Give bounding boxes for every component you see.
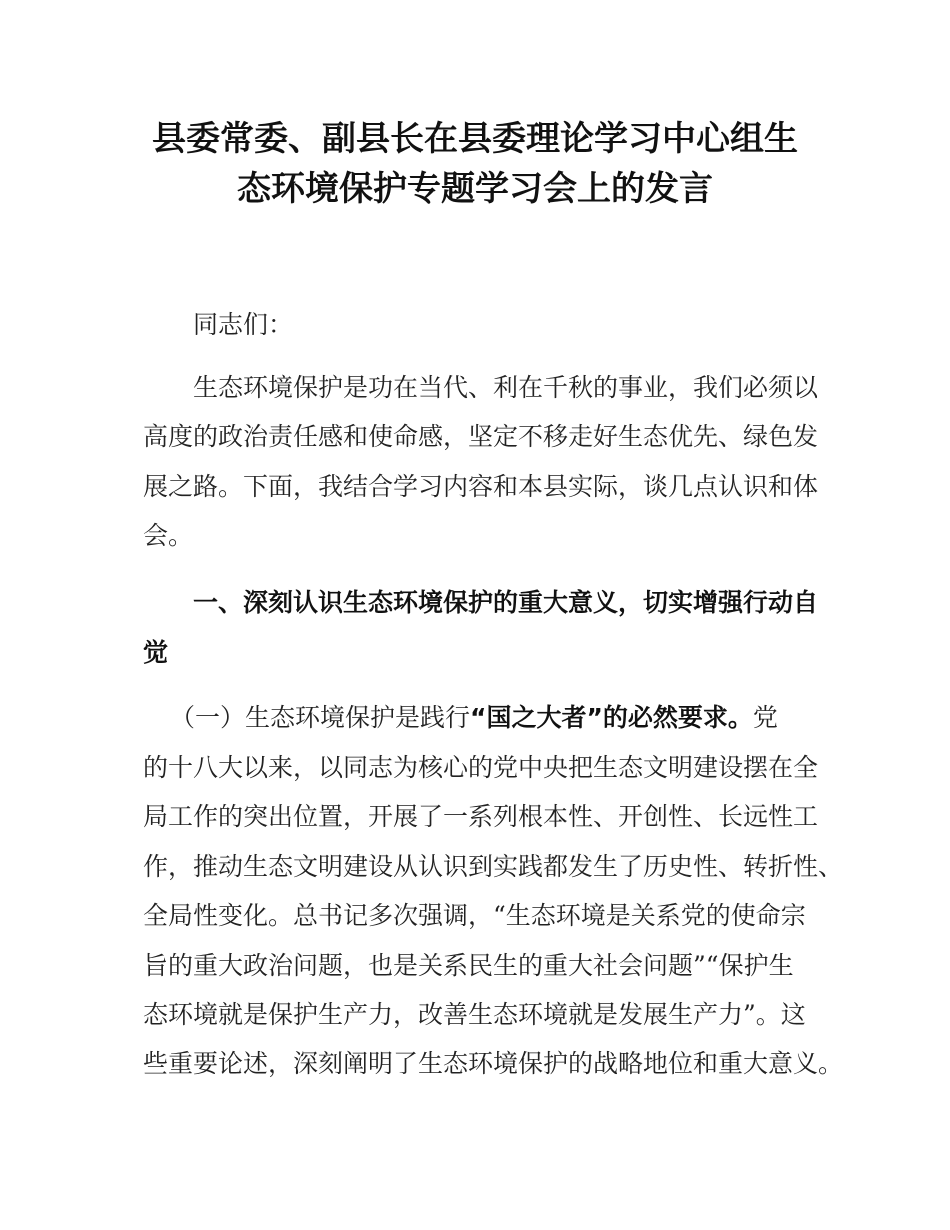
intro-line: 展之路。下面，我结合学习内容和本县实际，谈几点认识和体	[143, 472, 819, 501]
paragraph-line: 态环境就是保护生产力，改善生态环境就是发展生产力”。这	[143, 1000, 806, 1029]
subsection-heading-bold: “国之大者”的必然要求。	[470, 703, 753, 732]
subsection-first-line-tail: 党	[752, 703, 778, 732]
salutation: 同志们：	[193, 310, 294, 339]
subsection-first-line	[170, 701, 810, 735]
intro-line: 会。	[143, 521, 194, 550]
intro-line: 高度的政治责任感和使命感，坚定不移走好生态优先、绿色发	[143, 422, 819, 451]
paragraph-line: 些重要论述，深刻阐明了生态环境保护的战略地位和重大意义。	[143, 1049, 844, 1078]
document-title-line-1: 县委常委、副县长在县委理论学习中心组生	[152, 119, 798, 159]
paragraph-line: 旨的重大政治问题，也是关系民生的重大社会问题”“保护生	[143, 951, 794, 980]
paragraph-line: 全局性变化。总书记多次强调，“生态环境是关系党的使命宗	[143, 901, 806, 930]
paragraph-line: 局工作的突出位置，开展了一系列根本性、开创性、长远性工	[143, 802, 819, 831]
intro-line: 生态环境保护是功在当代、利在千秋的事业，我们必须以	[193, 373, 819, 402]
section-heading-line: 一、深刻认识生态环境保护的重大意义，切实增强行动自	[193, 588, 819, 617]
paragraph-line: 作，推动生态文明建设从认识到实践都发生了历史性、转折性、	[143, 852, 844, 881]
document-title-line-2: 态环境保护专题学习会上的发言	[237, 169, 713, 209]
section-heading-line: 觉	[143, 638, 169, 667]
paragraph-line: 的十八大以来，以同志为核心的党中央把生态文明建设摆在全	[143, 753, 819, 782]
subsection-number: （一）生态环境保护是践行	[170, 703, 471, 732]
